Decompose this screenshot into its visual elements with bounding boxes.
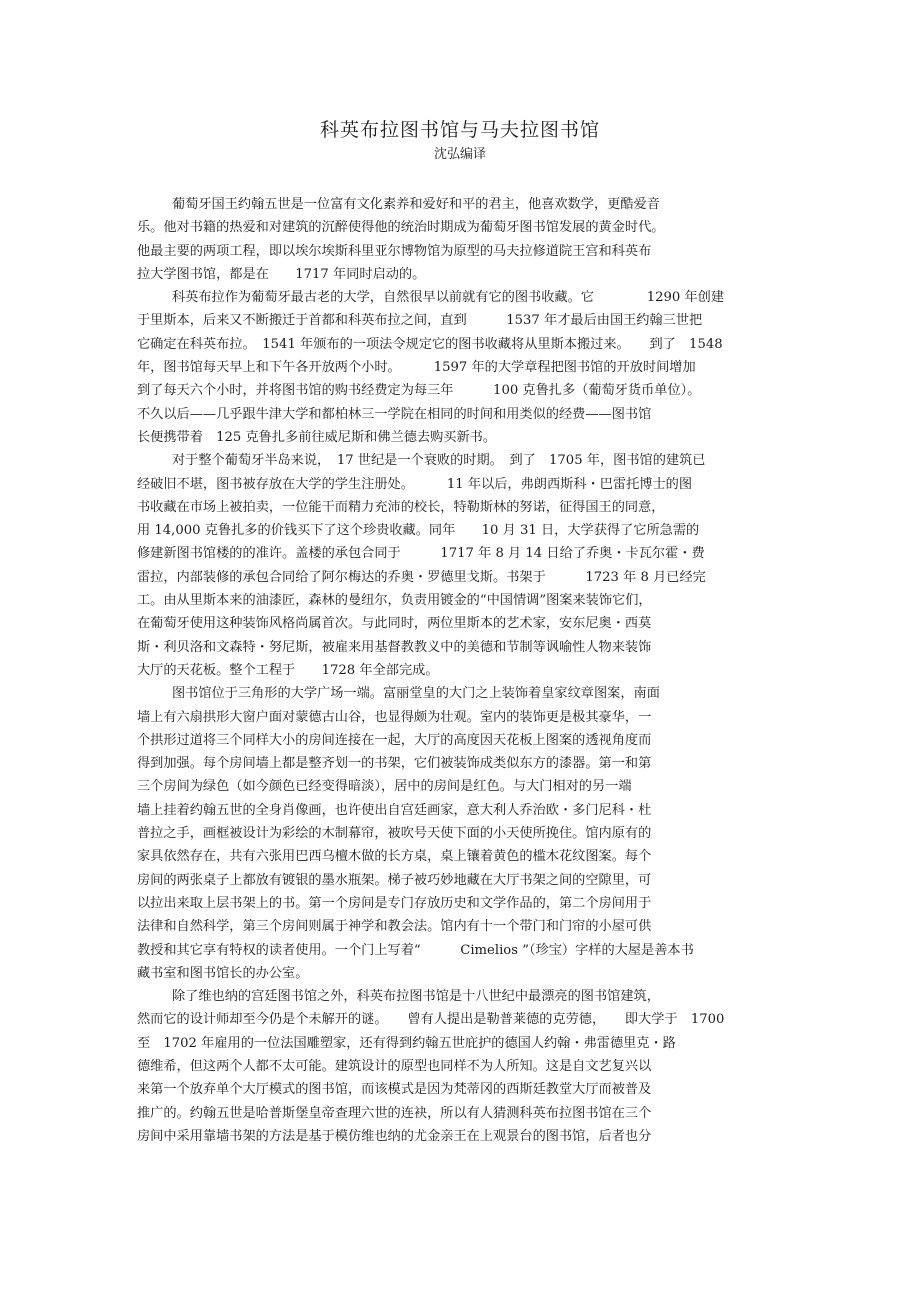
text-line: 于里斯本，后来又不断搬迁于首都和科英布拉之间，直到 1537 年才最后由国王约翰三世把 bbox=[137, 313, 703, 329]
text-line: 科英布拉作为葡萄牙最古老的大学，自然很早以前就有它的图书收藏。它 1290 年创建 bbox=[172, 290, 725, 306]
text-line: 年，图书馆每天早上和下午各开放两个小时。 1597 年的大学章程把图书馆的开放时间增加 bbox=[137, 360, 696, 376]
text-line: 房间的两张桌子上都放有镀银的墨水瓶架。梯子被巧妙地藏在大厅书架之间的空隙里，可 bbox=[137, 872, 652, 888]
paragraph bbox=[137, 193, 787, 286]
paragraph bbox=[137, 682, 787, 985]
text-line: 藏书室和图书馆长的办公室。 bbox=[137, 965, 309, 981]
text-line: 德维希，但这两个人都不太可能。建筑设计的原型也同样不为人所知。这是自文艺复兴以 bbox=[137, 1058, 652, 1074]
text-line: 它确定在科英布拉。 1541 年颁布的一项法令规定它的图书收藏将从里斯本搬过来。 到了 1548 bbox=[137, 336, 723, 352]
text-line: 图书馆位于三角形的大学广场一端。富丽堂皇的大门之上装饰着皇家纹章图案，南面 bbox=[172, 686, 660, 702]
text-line: 用 14,000 克鲁扎多的价钱买下了这个珍贵收藏。同年 10 月 31 日，大学获得了它所急需的 bbox=[137, 523, 700, 539]
text-line: 乐。他对书籍的热爱和对建筑的沉醉使得他的统治时期成为葡萄牙图书馆发展的黄金时代。 bbox=[137, 220, 665, 236]
text-line: 大厅的天花板。整个工程于 1728 年全部完成。 bbox=[137, 662, 439, 678]
text-line: 以拉出来取上层书架上的书。第一个房间是专门存放历史和文学作品的，第二个房间用于 bbox=[137, 895, 652, 911]
text-line: 修建新图书馆楼的的准许。盖楼的承包合同于 1717 年 8 月 14 日给了乔奥・卡瓦尔霍・费 bbox=[137, 546, 705, 562]
text-line: 至 1702 年雇用的一位法国雕塑家，还有得到约翰五世庇护的德国人约翰・弗雷德里克・路 bbox=[137, 1035, 676, 1051]
text-line: 墙上有六扇拱形大窗户面对蒙德古山谷，也显得颇为壮观。室内的装饰更是极其豪华，一 bbox=[137, 709, 652, 725]
text-line: 来第一个放弃单个大厅模式的图书馆，而该模式是因为梵蒂冈的西斯廷教堂大厅而被普及 bbox=[137, 1082, 652, 1098]
text-line: 得到加强。每个房间墙上都是整齐划一的书架，它们被装饰成类似东方的漆器。第一和第 bbox=[137, 756, 652, 772]
text-line: 个拱形过道将三个同样大小的房间连接在一起，大厅的高度因天花板上图案的透视角度而 bbox=[137, 732, 652, 748]
text-line: 法律和自然科学，第三个房间则属于神学和教会法。馆内有十一个带门和门帘的小屋可供 bbox=[137, 919, 652, 935]
text-line: 推广的。约翰五世是哈普斯堡皇帝查理六世的连袂，所以有人猜测科英布拉图书馆在三个 bbox=[137, 1105, 652, 1121]
text-line: 三个房间为绿色（如今颜色已经变得暗淡），居中的房间是红色。与大门相对的另一端 bbox=[137, 779, 632, 795]
text-line: 经破旧不堪，图书被存放在大学的学生注册处。 11 年以后，弗朗西斯科・巴雷托博士的图 bbox=[137, 476, 693, 492]
text-line: 长便携带着 125 克鲁扎多前往威尼斯和佛兰德去购买新书。 bbox=[137, 429, 497, 445]
document-body bbox=[137, 193, 787, 1148]
text-line: 在葡萄牙使用这种装饰风格尚属首次。与此同时，两位里斯本的艺术家，安东尼奥・西莫 bbox=[137, 616, 652, 632]
text-line: 他最主要的两项工程，即以埃尔埃斯科里亚尔博物馆为原型的马夫拉修道院王宫和科英布 bbox=[137, 243, 652, 259]
paragraph bbox=[137, 449, 787, 682]
document-title: 科英布拉图书馆与马夫拉图书馆 bbox=[319, 119, 600, 141]
text-line: 教授和其它享有特权的读者使用。一个门上写着“ Cimelios ”（珍宝）字样的大屋是善本书 bbox=[137, 942, 694, 958]
text-line: 除了维也纳的宫廷图书馆之外，科英布拉图书馆是十八世纪中最漂亮的图书馆建筑， bbox=[172, 989, 660, 1005]
text-line: 家具依然存在，共有六张用巴西乌檀木做的长方桌，桌上镶着黄色的槛木花纹图案。每个 bbox=[137, 849, 652, 865]
text-line: 雷拉，内部装修的承包合同给了阿尔梅达的乔奥・罗德里戈斯。书架于 1723 年 8 月已经完 bbox=[137, 569, 706, 585]
text-line: 工。由从里斯本来的油漆匠，森林的曼纽尔，负责用镀金的“中国情调”图案来装饰它们， bbox=[137, 593, 652, 609]
text-line: 到了每天六个小时，并将图书馆的购书经费定为每三年 100 克鲁扎多（葡萄牙货币单位）。 bbox=[137, 383, 701, 399]
text-line: 墙上挂着约翰五世的全身肖像画，也许使出自宫廷画家，意大利人乔治欧・多门尼科・杜 bbox=[137, 802, 652, 818]
text-line: 不久以后——几乎跟牛津大学和都柏林三一学院在相同的时间和用类似的经费——图书馆 bbox=[137, 406, 652, 422]
document-author: 沈弘编译 bbox=[433, 147, 486, 162]
text-line: 房间中采用靠墙书架的方法是基于模仿维也纳的尤金亲王在上观景台的图书馆，后者也分 bbox=[137, 1128, 652, 1144]
text-line: 然而它的设计师却至今仍是个未解开的谜。 曾有人提出是勒普莱德的克劳德， 即大学于 1700 bbox=[137, 1012, 725, 1028]
text-line: 葡萄牙国王约翰五世是一位富有文化素养和爱好和平的君主，他喜欢数学，更酷爱音 bbox=[172, 197, 660, 212]
text-line: 对于整个葡萄牙半岛来说， 17 世纪是一个衰败的时期。 到了 1705 年，图书馆的建筑已 bbox=[172, 453, 706, 469]
text-line: 拉大学图书馆，都是在 1717 年同时启动的。 bbox=[137, 266, 426, 282]
text-line: 斯・利贝洛和文森特・努尼斯，被雇来用基督教教义中的美德和节制等讽喻性人物来装饰 bbox=[137, 639, 652, 655]
text-line: 书收藏在市场上被拍卖，一位能干而精力充沛的校长，特勒斯林的努诺，征得国王的同意， bbox=[137, 499, 665, 515]
paragraph bbox=[137, 985, 787, 1148]
paragraph bbox=[137, 286, 787, 449]
text-line: 普拉之手，画框被设计为彩绘的木制幕帘，被吹号天使下面的小天使所挽住。馆内原有的 bbox=[137, 826, 652, 842]
